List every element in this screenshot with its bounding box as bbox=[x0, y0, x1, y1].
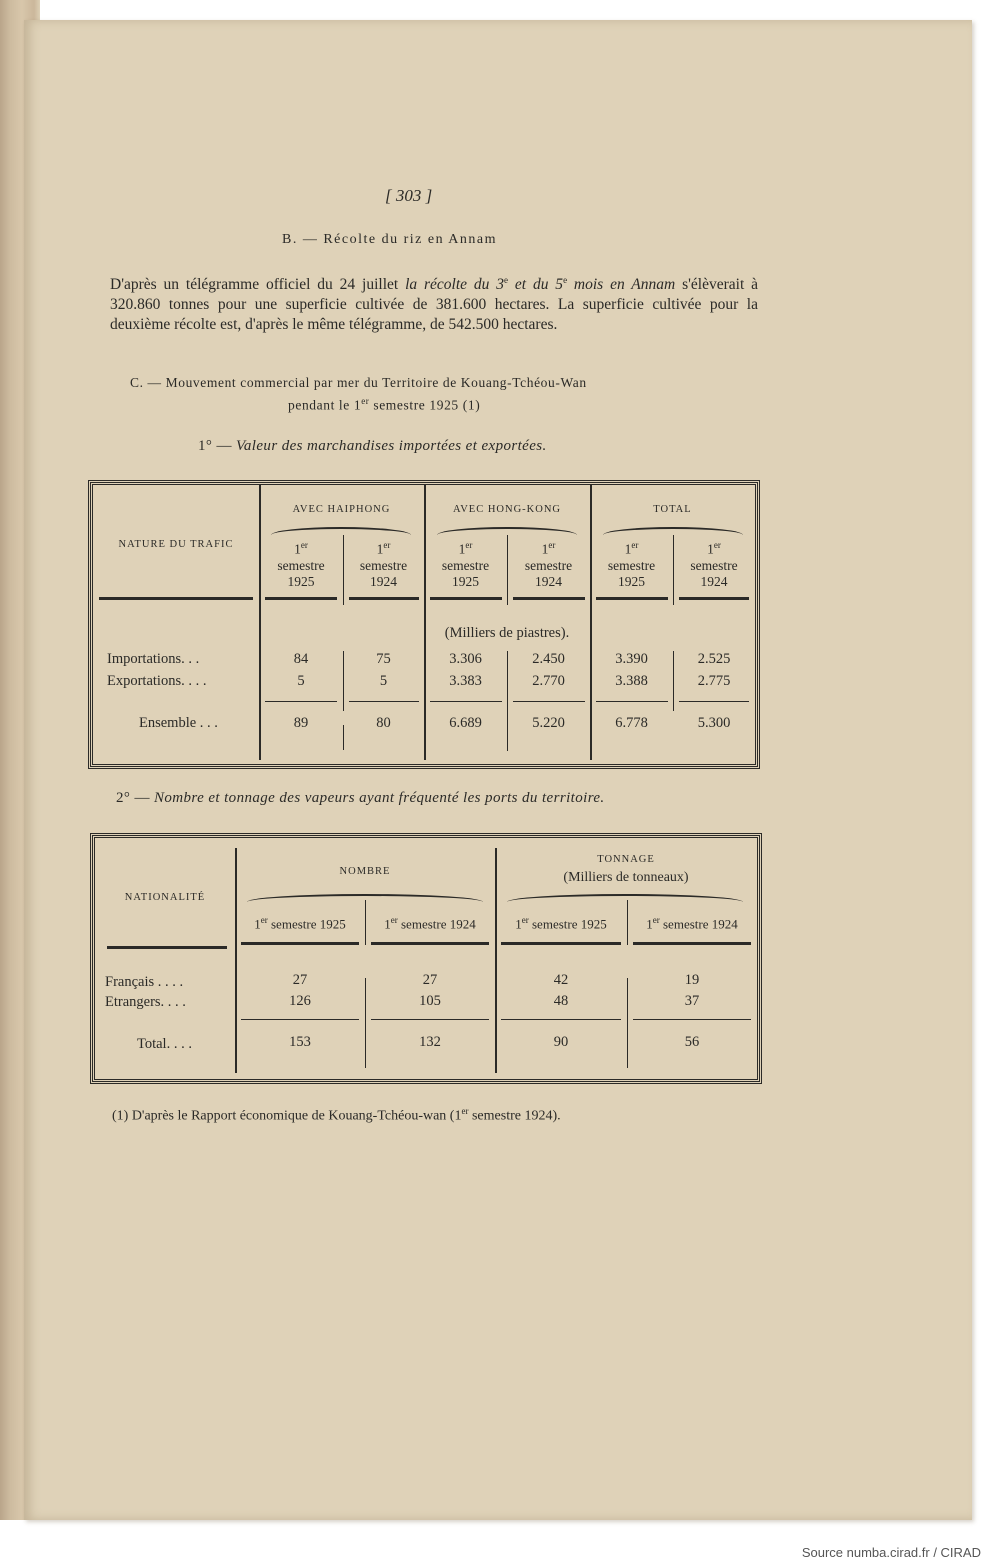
t2-r2-c3: 48 bbox=[553, 993, 569, 1009]
t1-r2-c1: 5 bbox=[297, 673, 305, 689]
paragraph-sup-1: e bbox=[504, 275, 509, 285]
t1-col-2-sup: 1 bbox=[376, 541, 384, 557]
t1-r1-c4: 2.450 bbox=[532, 651, 565, 667]
t2-col-4-sup: 1 bbox=[646, 916, 653, 932]
table2-heading-text: Nombre et tonnage des vapeurs ayant fréquenté les ports du territoire. bbox=[154, 790, 605, 806]
t2-vline-6 bbox=[627, 978, 628, 1068]
t1-col-1 bbox=[259, 537, 343, 590]
t1-sum-rule-3 bbox=[430, 701, 502, 702]
t2-row-label-1: Français . . . . bbox=[105, 974, 184, 990]
t2-sum-rule-2 bbox=[371, 1019, 489, 1020]
section-b-title: B. — Récolte du riz en Annam bbox=[282, 232, 498, 247]
t1-r3-c4: 5.220 bbox=[532, 715, 565, 731]
t2-col-4-exp: er bbox=[652, 915, 660, 925]
paragraph-text-1: D'après un télégramme officiel du 24 juillet bbox=[110, 276, 406, 294]
paragraph-italic-1: la récolte du 3 bbox=[405, 276, 505, 294]
t1-col-3-year: 1925 bbox=[452, 573, 479, 589]
t1-rule-c3 bbox=[430, 597, 502, 600]
t1-row-label-3: Ensemble . . . bbox=[139, 715, 218, 731]
t2-group-tonnage: TONNAGE bbox=[597, 854, 655, 865]
t1-col-5 bbox=[590, 537, 673, 590]
t1-col-6-exp: er bbox=[713, 540, 721, 550]
t2-col-3 bbox=[495, 912, 627, 932]
t1-row-header: NATURE DU TRAFIC bbox=[118, 539, 234, 550]
source-credit: Source numba.cirad.fr / CIRAD bbox=[801, 1545, 981, 1560]
paragraph-text-2: s'élèverait à 320.860 tonnes pour une superficie cultivée de 381.600 hectares. La superficie cultivée pour la deuxième récolte est, d'après le même télégramme, de 542.500 hectares. bbox=[110, 276, 759, 334]
t2-col-1-text: semestre 1925 bbox=[267, 916, 346, 932]
rice-harvest-paragraph bbox=[110, 270, 758, 335]
t2-rule-header bbox=[107, 946, 227, 949]
t1-col-2-exp: er bbox=[383, 540, 391, 550]
t1-brace-1 bbox=[271, 527, 411, 535]
page-number: [ 303 ] bbox=[385, 186, 433, 205]
t1-r2-c5: 3.388 bbox=[615, 673, 648, 689]
t2-r1-c1: 27 bbox=[292, 972, 308, 988]
t1-col-4-word: semestre bbox=[524, 557, 573, 573]
t2-r2-c2: 105 bbox=[419, 993, 441, 1009]
t1-col-3-exp: er bbox=[465, 540, 473, 550]
t1-col-2-word: semestre bbox=[359, 557, 408, 573]
t1-r2-c4: 2.770 bbox=[532, 673, 565, 689]
t2-sum-rule-1 bbox=[241, 1019, 359, 1020]
t1-group-total: TOTAL bbox=[653, 504, 692, 515]
t2-rule-c3 bbox=[501, 942, 621, 945]
t1-col-1-year: 1925 bbox=[287, 573, 315, 589]
t1-col-4-sup: 1 bbox=[541, 541, 549, 557]
t2-r2-c4: 37 bbox=[684, 993, 700, 1009]
t1-col-1-exp: er bbox=[300, 540, 308, 550]
t2-r1-c4: 19 bbox=[684, 972, 700, 988]
section-c-line2-b: semestre 1925 (1) bbox=[369, 397, 481, 413]
t1-group-hongkong: AVEC HONG-KONG bbox=[452, 504, 561, 515]
t2-r3-c1: 153 bbox=[289, 1034, 311, 1050]
t2-r1-c3: 42 bbox=[553, 972, 569, 988]
t1-col-3 bbox=[424, 537, 507, 590]
t1-col-3-sup: 1 bbox=[458, 541, 466, 557]
table1-heading bbox=[198, 438, 547, 455]
t1-r3-c2: 80 bbox=[376, 715, 391, 731]
t1-sum-rule-4 bbox=[513, 701, 585, 702]
t1-r1-c1: 84 bbox=[293, 651, 309, 667]
section-c-title bbox=[130, 373, 730, 415]
book-page bbox=[24, 20, 972, 1520]
section-c-line2-sup: er bbox=[361, 396, 370, 406]
section-c-line1: C. — Mouvement commercial par mer du Territoire de Kouang-Tchéou-Wan bbox=[130, 375, 587, 390]
t1-col-4-exp: er bbox=[548, 540, 556, 550]
t2-col-2-exp: er bbox=[390, 915, 398, 925]
t1-sum-rule-2 bbox=[349, 701, 419, 702]
t1-r3-c3: 6.689 bbox=[449, 715, 482, 731]
t2-sum-rule-3 bbox=[501, 1019, 621, 1020]
t1-rule-c4 bbox=[513, 597, 585, 600]
t1-col-3-word: semestre bbox=[441, 557, 490, 573]
t2-col-3-exp: er bbox=[521, 915, 529, 925]
t1-col-4-year: 1924 bbox=[535, 573, 562, 589]
footnote-sup: er bbox=[461, 1106, 469, 1116]
t1-brace-3 bbox=[603, 527, 743, 535]
t1-col-2 bbox=[343, 537, 424, 590]
t1-col-5-sup: 1 bbox=[624, 541, 632, 557]
t1-col-1-sup: 1 bbox=[294, 541, 301, 557]
t1-r3-c6: 5.300 bbox=[697, 715, 731, 731]
t2-rule-c4 bbox=[633, 942, 751, 945]
table2-heading bbox=[116, 790, 605, 807]
t1-rule-c2 bbox=[349, 597, 419, 600]
vessels-table bbox=[92, 835, 760, 1082]
t2-col-4-text: semestre 1924 bbox=[659, 916, 738, 932]
t1-col-6-sup: 1 bbox=[707, 541, 714, 557]
t2-col-2-text: semestre 1924 bbox=[397, 916, 476, 932]
t1-col-5-exp: er bbox=[631, 540, 639, 550]
t2-group-nombre: NOMBRE bbox=[339, 866, 391, 877]
t2-row-label-2: Etrangers. . . . bbox=[105, 994, 186, 1010]
t1-r2-c2: 5 bbox=[379, 673, 388, 689]
t1-r1-c5: 3.390 bbox=[615, 651, 648, 667]
t1-sum-rule-1 bbox=[265, 701, 337, 702]
t1-col-6-word: semestre bbox=[690, 557, 738, 573]
t1-group-haiphong: AVEC HAIPHONG bbox=[292, 504, 391, 515]
t1-r1-c2: 75 bbox=[376, 651, 391, 667]
t2-brace-2 bbox=[507, 894, 743, 902]
t1-sum-rule-5 bbox=[596, 701, 668, 702]
t2-row-label-3: Total. . . . bbox=[137, 1036, 192, 1052]
t2-rule-c1 bbox=[241, 942, 359, 945]
t1-col-2-year: 1924 bbox=[370, 573, 397, 589]
paragraph-italic-3: mois en Annam bbox=[567, 276, 676, 294]
t1-r3-c5: 6.778 bbox=[615, 715, 648, 731]
t1-col-1-word: semestre bbox=[277, 557, 325, 573]
section-c-line2 bbox=[130, 392, 730, 415]
trade-value-table bbox=[90, 482, 758, 767]
table1-heading-num: 1° — bbox=[198, 438, 236, 454]
t1-r2-c3: 3.383 bbox=[449, 673, 482, 689]
t1-col-4 bbox=[507, 537, 590, 590]
t1-col-6 bbox=[673, 537, 755, 590]
footnote bbox=[112, 1106, 561, 1125]
t2-r2-c1: 126 bbox=[289, 993, 311, 1009]
t1-r2-c6: 2.775 bbox=[697, 673, 731, 689]
t1-rule-c6 bbox=[679, 597, 749, 600]
t2-r3-c3: 90 bbox=[553, 1034, 569, 1050]
t2-col-1-sup: 1 bbox=[254, 916, 261, 932]
t2-vline-5 bbox=[365, 978, 366, 1068]
t2-col-3-text: semestre 1925 bbox=[528, 916, 607, 932]
t1-r3-c1: 89 bbox=[293, 715, 309, 731]
t1-col-6-year: 1924 bbox=[700, 573, 728, 589]
t1-unit: (Milliers de piastres). bbox=[444, 625, 570, 641]
t2-rule-c2 bbox=[371, 942, 489, 945]
t1-r1-c6: 2.525 bbox=[697, 651, 731, 667]
t1-rule-c5 bbox=[596, 597, 668, 600]
t1-row-label-2: Exportations. . . . bbox=[107, 673, 207, 689]
t2-r3-c2: 132 bbox=[419, 1034, 441, 1050]
paragraph-italic-2: et du 5 bbox=[508, 276, 564, 294]
t1-rule-header bbox=[99, 597, 253, 600]
t2-col-1 bbox=[235, 912, 365, 932]
section-c-line2-a: pendant le 1 bbox=[288, 397, 362, 413]
table1-heading-text: Valeur des marchandises importées et exportées. bbox=[236, 438, 547, 454]
t2-col-2 bbox=[365, 912, 495, 932]
t2-col-3-sup: 1 bbox=[515, 916, 522, 932]
t2-sum-rule-4 bbox=[633, 1019, 751, 1020]
t2-col-2-sup: 1 bbox=[384, 916, 391, 932]
t2-brace-1 bbox=[247, 894, 483, 902]
t2-row-header: NATIONALITÉ bbox=[124, 892, 206, 903]
table2-heading-num: 2° — bbox=[116, 790, 154, 806]
t1-col-5-word: semestre bbox=[607, 557, 656, 573]
paragraph-sup-2: e bbox=[563, 275, 568, 285]
t2-r3-c4: 56 bbox=[684, 1034, 700, 1050]
t2-r1-c2: 27 bbox=[422, 972, 438, 988]
t2-group-tonnage-unit: (Milliers de tonneaux) bbox=[563, 870, 689, 885]
t2-col-1-exp: er bbox=[260, 915, 268, 925]
t2-col-4 bbox=[627, 912, 757, 932]
t1-rule-c1 bbox=[265, 597, 337, 600]
t1-brace-2 bbox=[437, 527, 577, 535]
t1-r1-c3: 3.306 bbox=[449, 651, 482, 667]
t1-sum-rule-6 bbox=[679, 701, 749, 702]
footnote-text-b: semestre 1924). bbox=[468, 1108, 561, 1124]
footnote-text-a: (1) D'après le Rapport économique de Kouang-Tchéou-wan (1 bbox=[112, 1108, 462, 1124]
t1-row-label-1: Importations. . . bbox=[107, 651, 200, 667]
t1-col-5-year: 1925 bbox=[618, 573, 645, 589]
